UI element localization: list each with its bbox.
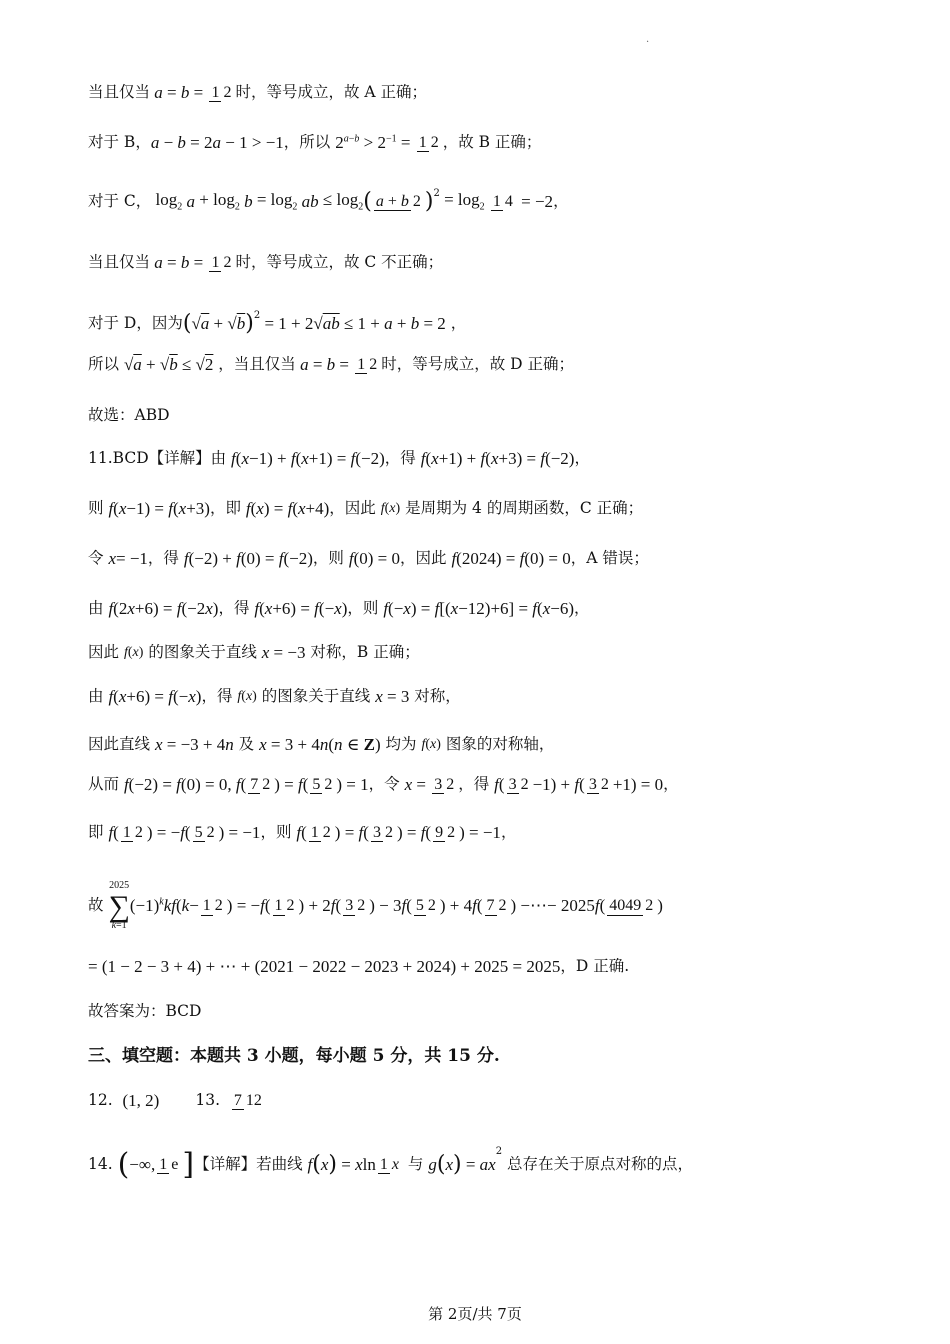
line-8: 11.BCD【详解】由 f ( x −1) + f ( x +1) = f (−2) ，得 f ( x +1) + f ( x +3) = f (−2) ， (88, 448, 590, 468)
section-heading: 三、填空题：本题共 3 小题，每小题 5 分，共 15 分. (88, 1046, 500, 1066)
page-footer: 第 2页/共 7页 (428, 1305, 522, 1323)
line-18: = (1 − 2 − 3 + 4) + ⋯ + (2021 − 2022 − 2023 + 2024) + 2025 = 2025 ，D 正确. (88, 956, 630, 976)
line-16: 即 f ( 1 2 ) = − f ( 5 2 ) = −1 ，则 f ( 1 2 ) = f ( 3 2 ) = f ( 9 2 ) = −1 ， (88, 822, 517, 842)
line-1: 当且仅当 a = b = 1 2 时，等号成立，故 A 正确； (88, 82, 428, 102)
line-12: 因此 f ( x ) 的图象关于直线 x = −3 对称，B 正确； (88, 642, 420, 662)
line-7: 故选：ABD (88, 406, 170, 424)
line-3: 对于 C， $\log_2$ a + $\log_2$ b = $\log_2$ ab ≤ $\log_2$ ( a + b 2 ) $^2$ = $\log_2$ 1 4 = −2 ， (88, 188, 569, 214)
line-4: 当且仅当 a = b = 1 2 时，等号成立，故 C 不正确； (88, 252, 444, 272)
line-10: 令 x = −1 ，得 f (−2) + f (0) = f (−2) ，则 f (0) = 0 ，因此 f (2024) = f (0) = 0 ，A 错误； (88, 548, 649, 568)
line-14: 因此直线 x = −3 + 4 n 及 x = 3 + 4 n ( n ∈ Z) 均为 f ( x ) 图象的对称轴， (88, 734, 555, 754)
line-15: 从而 f (−2) = f (0) = 0, f ( 7 2 ) = f ( 5 2 ) = 1 ，令 x = 3 2 ，得 f ( 3 2 −1) + f ( 3 2 +1) = 0 ， (88, 774, 679, 794)
line-17: 故 2025 ∑ k=1 $(-1)^k$ kf ( k − 1 2 ) = − f ( 1 2 ) + 2 f ( 3 2 ) − 3 f ( 5 2 ) + 4 f ( 7 2 ) −⋯− 2025 f ( 4049 2 ) (88, 880, 663, 931)
line-5: 对于 D，因为 ( √a + √b ) $^2$ = 1 + 2√ab ≤ 1 + a + b = 2 ， (88, 310, 467, 336)
line-13: 由 f ( x +6) = f (− x ) ，得 f ( x ) 的图象关于直线 x = 3 对称， (88, 686, 461, 706)
line-19: 故答案为：BCD (88, 1002, 202, 1020)
line-11: 由 f (2 x +6) = f (−2 x ) ，得 f ( x +6) = f (− x ) ，则 f (− x ) = f [( x −12)+6] = f ( x −6) ， (88, 598, 590, 618)
header-dot: . (646, 34, 650, 45)
line-21: 12. (1, 2) 13. 7 12 (88, 1090, 262, 1110)
line-2: 对于 B， a − b = 2 a − 1 > −1 ，所以 $2^{a-b} > 2^{-1}$ = 1 2 ，故 B 正确； (88, 132, 542, 152)
line-22: 14. ( −∞, 1 e ] 【详解】若曲线 f ( x ) = x ln 1 x 与 g ( x ) = ax $^2$ 总存在关于原点对称的点， (88, 1146, 694, 1182)
line-6: 所以 √a + √b ≤ √2 ，当且仅当 a = b = 1 2 时，等号成立，故 D 正确； (88, 354, 575, 374)
line-9: 则 f ( x −1) = f ( x +3) ，即 f ( x ) = f ( x +4) ，因此 f ( x ) 是周期为 4 的周期函数，C 正确； (88, 498, 644, 518)
